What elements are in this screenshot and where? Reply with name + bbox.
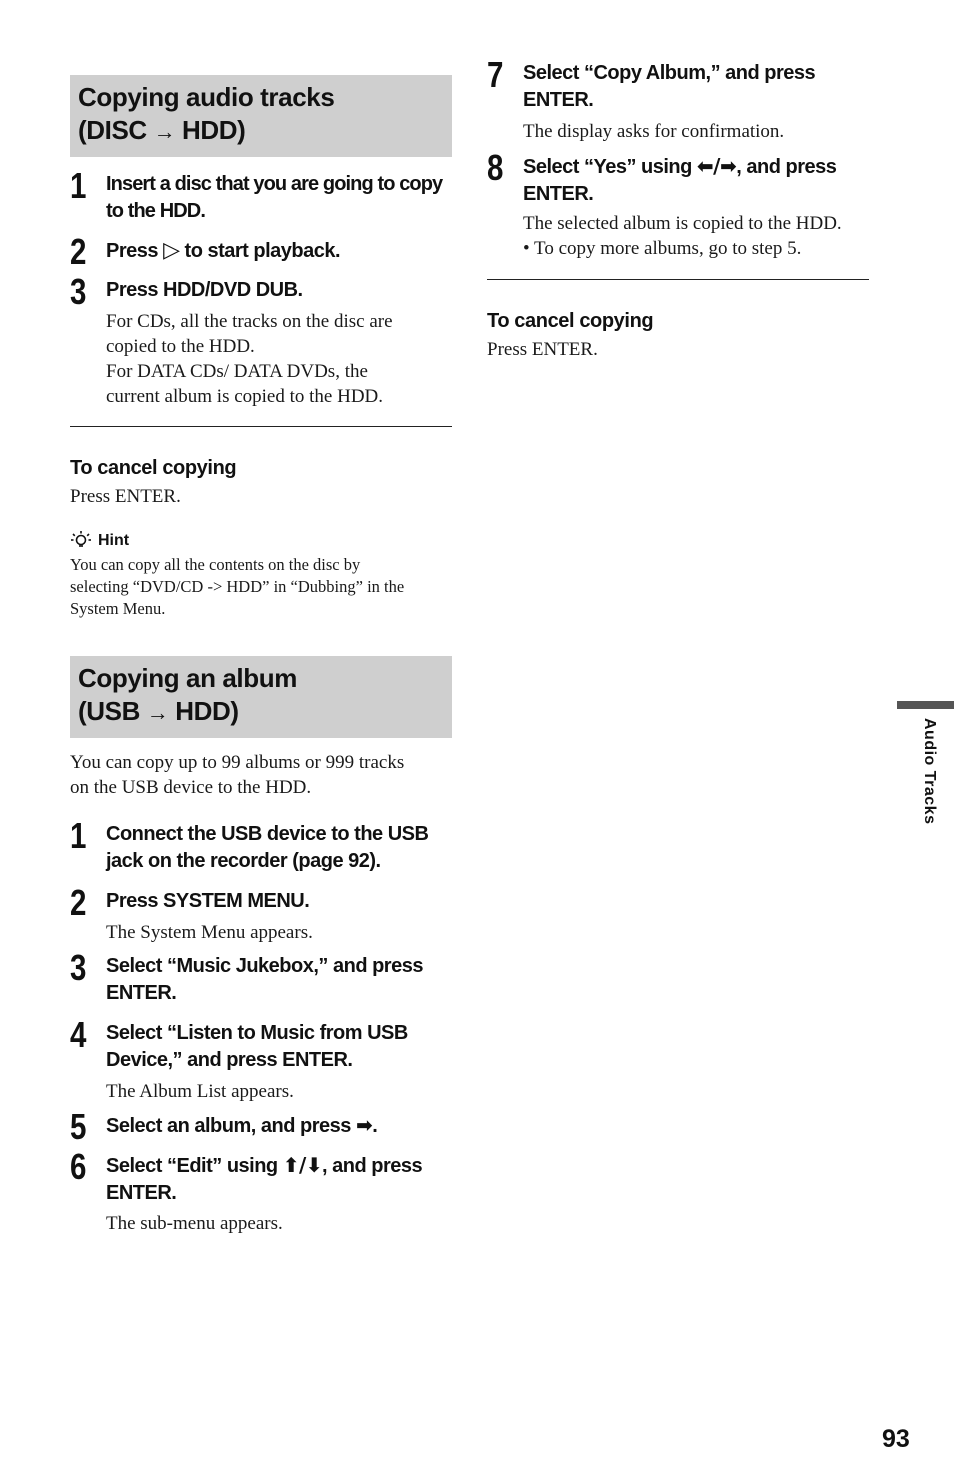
step-line: Press SYSTEM MENU. [106, 890, 310, 912]
body-line: The selected album is copied to the HDD. [523, 213, 842, 234]
body-line: For DATA CDs/ DATA DVDs, the [106, 361, 368, 382]
step-instruction [106, 237, 466, 265]
step-4-description: The Album List appears. [106, 1081, 294, 1102]
section-heading-copying-audio-tracks [70, 75, 452, 157]
section-heading-line1: Copying an album [78, 663, 297, 693]
step-line: Select “Music Jukebox,” and press [106, 955, 423, 977]
step-line [106, 1152, 466, 1180]
step-instruction [106, 1020, 466, 1074]
hint-text [70, 554, 404, 620]
step-text-b: , and press [322, 1155, 423, 1177]
step-instruction [106, 953, 466, 1007]
left-right-arrow-icon: ⬅/➡ [696, 154, 737, 178]
step-instruction [523, 60, 883, 114]
step-line: ENTER. [523, 89, 594, 111]
step-text-b: , and press [736, 156, 837, 178]
hint-label: Hint [98, 532, 130, 549]
step-line: Device,” and press ENTER. [106, 1049, 353, 1071]
step-7-description: The display asks for confirmation. [523, 121, 785, 142]
step-text-b: to start playback. [184, 240, 341, 262]
up-down-arrow-icon: ⬆/⬇ [282, 1153, 323, 1177]
step-instruction [106, 171, 466, 225]
divider [70, 426, 452, 427]
step-2-description: The System Menu appears. [106, 922, 313, 943]
heading-disc: (DISC [78, 115, 147, 145]
body-line: You can copy all the contents on the disc by [70, 555, 361, 574]
step-number: 3 [70, 947, 87, 988]
step-number: 5 [70, 1106, 87, 1147]
divider [487, 279, 869, 280]
play-icon: ▷ [163, 238, 180, 263]
section-heading-line1: Copying audio tracks [78, 82, 335, 112]
section-heading-line2 [78, 695, 452, 729]
step-line: ENTER. [523, 183, 594, 205]
step-text-a: Select “Yes” using [523, 156, 692, 178]
body-line: You can copy up to 99 albums or 999 tracks [70, 752, 405, 773]
body-line: For CDs, all the tracks on the disc are [106, 311, 393, 332]
step-6-description: The sub-menu appears. [106, 1213, 283, 1234]
step-8-description [523, 211, 842, 261]
step-line: ENTER. [106, 982, 177, 1004]
step-instruction [106, 1152, 466, 1207]
step-line: jack on the recorder (page 92). [106, 850, 381, 872]
heading-hdd: HDD) [175, 696, 239, 726]
side-tab-label: Audio Tracks [921, 718, 938, 825]
step-line: Select “Copy Album,” and press [523, 62, 816, 84]
heading-hdd: HDD) [182, 115, 246, 145]
step-number: 6 [70, 1146, 87, 1187]
step-line: Insert a disc that you are going to copy [106, 173, 443, 195]
step-line: ENTER. [106, 1182, 177, 1204]
step-number: 1 [70, 165, 87, 206]
step-number: 2 [70, 231, 87, 272]
step-number: 2 [70, 882, 87, 923]
body-line: System Menu. [70, 599, 166, 618]
step-line: to the HDD. [106, 200, 205, 222]
section-heading-copying-an-album [70, 656, 452, 738]
album-intro [70, 750, 404, 800]
cancel-copying-text: Press ENTER. [70, 486, 181, 507]
step-text-b: . [372, 1115, 378, 1137]
right-arrow-button-icon: ➡ [355, 1113, 373, 1137]
step-line: Press HDD/DVD DUB. [106, 279, 303, 301]
step-instruction [106, 1112, 466, 1140]
step-number: 4 [70, 1014, 87, 1055]
section-heading-line2 [78, 114, 452, 148]
heading-usb: (USB [78, 696, 140, 726]
body-line: current album is copied to the HDD. [106, 386, 384, 407]
cancel-copying-heading: To cancel copying [70, 457, 237, 479]
step-3-description [106, 309, 393, 409]
step-number: 8 [487, 147, 504, 188]
cancel-copying-heading: To cancel copying [487, 310, 654, 332]
step-text-a: Select “Edit” using [106, 1155, 278, 1177]
step-number: 3 [70, 271, 87, 312]
side-tab-bar [897, 701, 954, 709]
step-line [523, 153, 883, 181]
step-instruction [106, 277, 466, 304]
body-line: copied to the HDD. [106, 336, 255, 357]
step-text-a: Press [106, 240, 158, 262]
cancel-copying-text: Press ENTER. [487, 339, 598, 360]
body-line: • To copy more albums, go to step 5. [523, 238, 802, 259]
step-number: 7 [487, 54, 504, 95]
step-line: Select “Listen to Music from USB [106, 1022, 408, 1044]
step-instruction [106, 821, 466, 875]
step-text-a: Select an album, and press [106, 1115, 351, 1137]
body-line: on the USB device to the HDD. [70, 777, 312, 798]
step-line: Connect the USB device to the USB [106, 823, 429, 845]
right-arrow-icon: → [153, 119, 176, 144]
page-number: 93 [882, 1425, 910, 1453]
body-line: selecting “DVD/CD -> HDD” in “Dubbing” in the [70, 577, 405, 596]
step-number: 1 [70, 815, 87, 856]
lightbulb-icon [70, 530, 92, 552]
step-instruction [523, 153, 883, 208]
step-instruction [106, 888, 466, 915]
right-arrow-icon: → [146, 700, 169, 725]
